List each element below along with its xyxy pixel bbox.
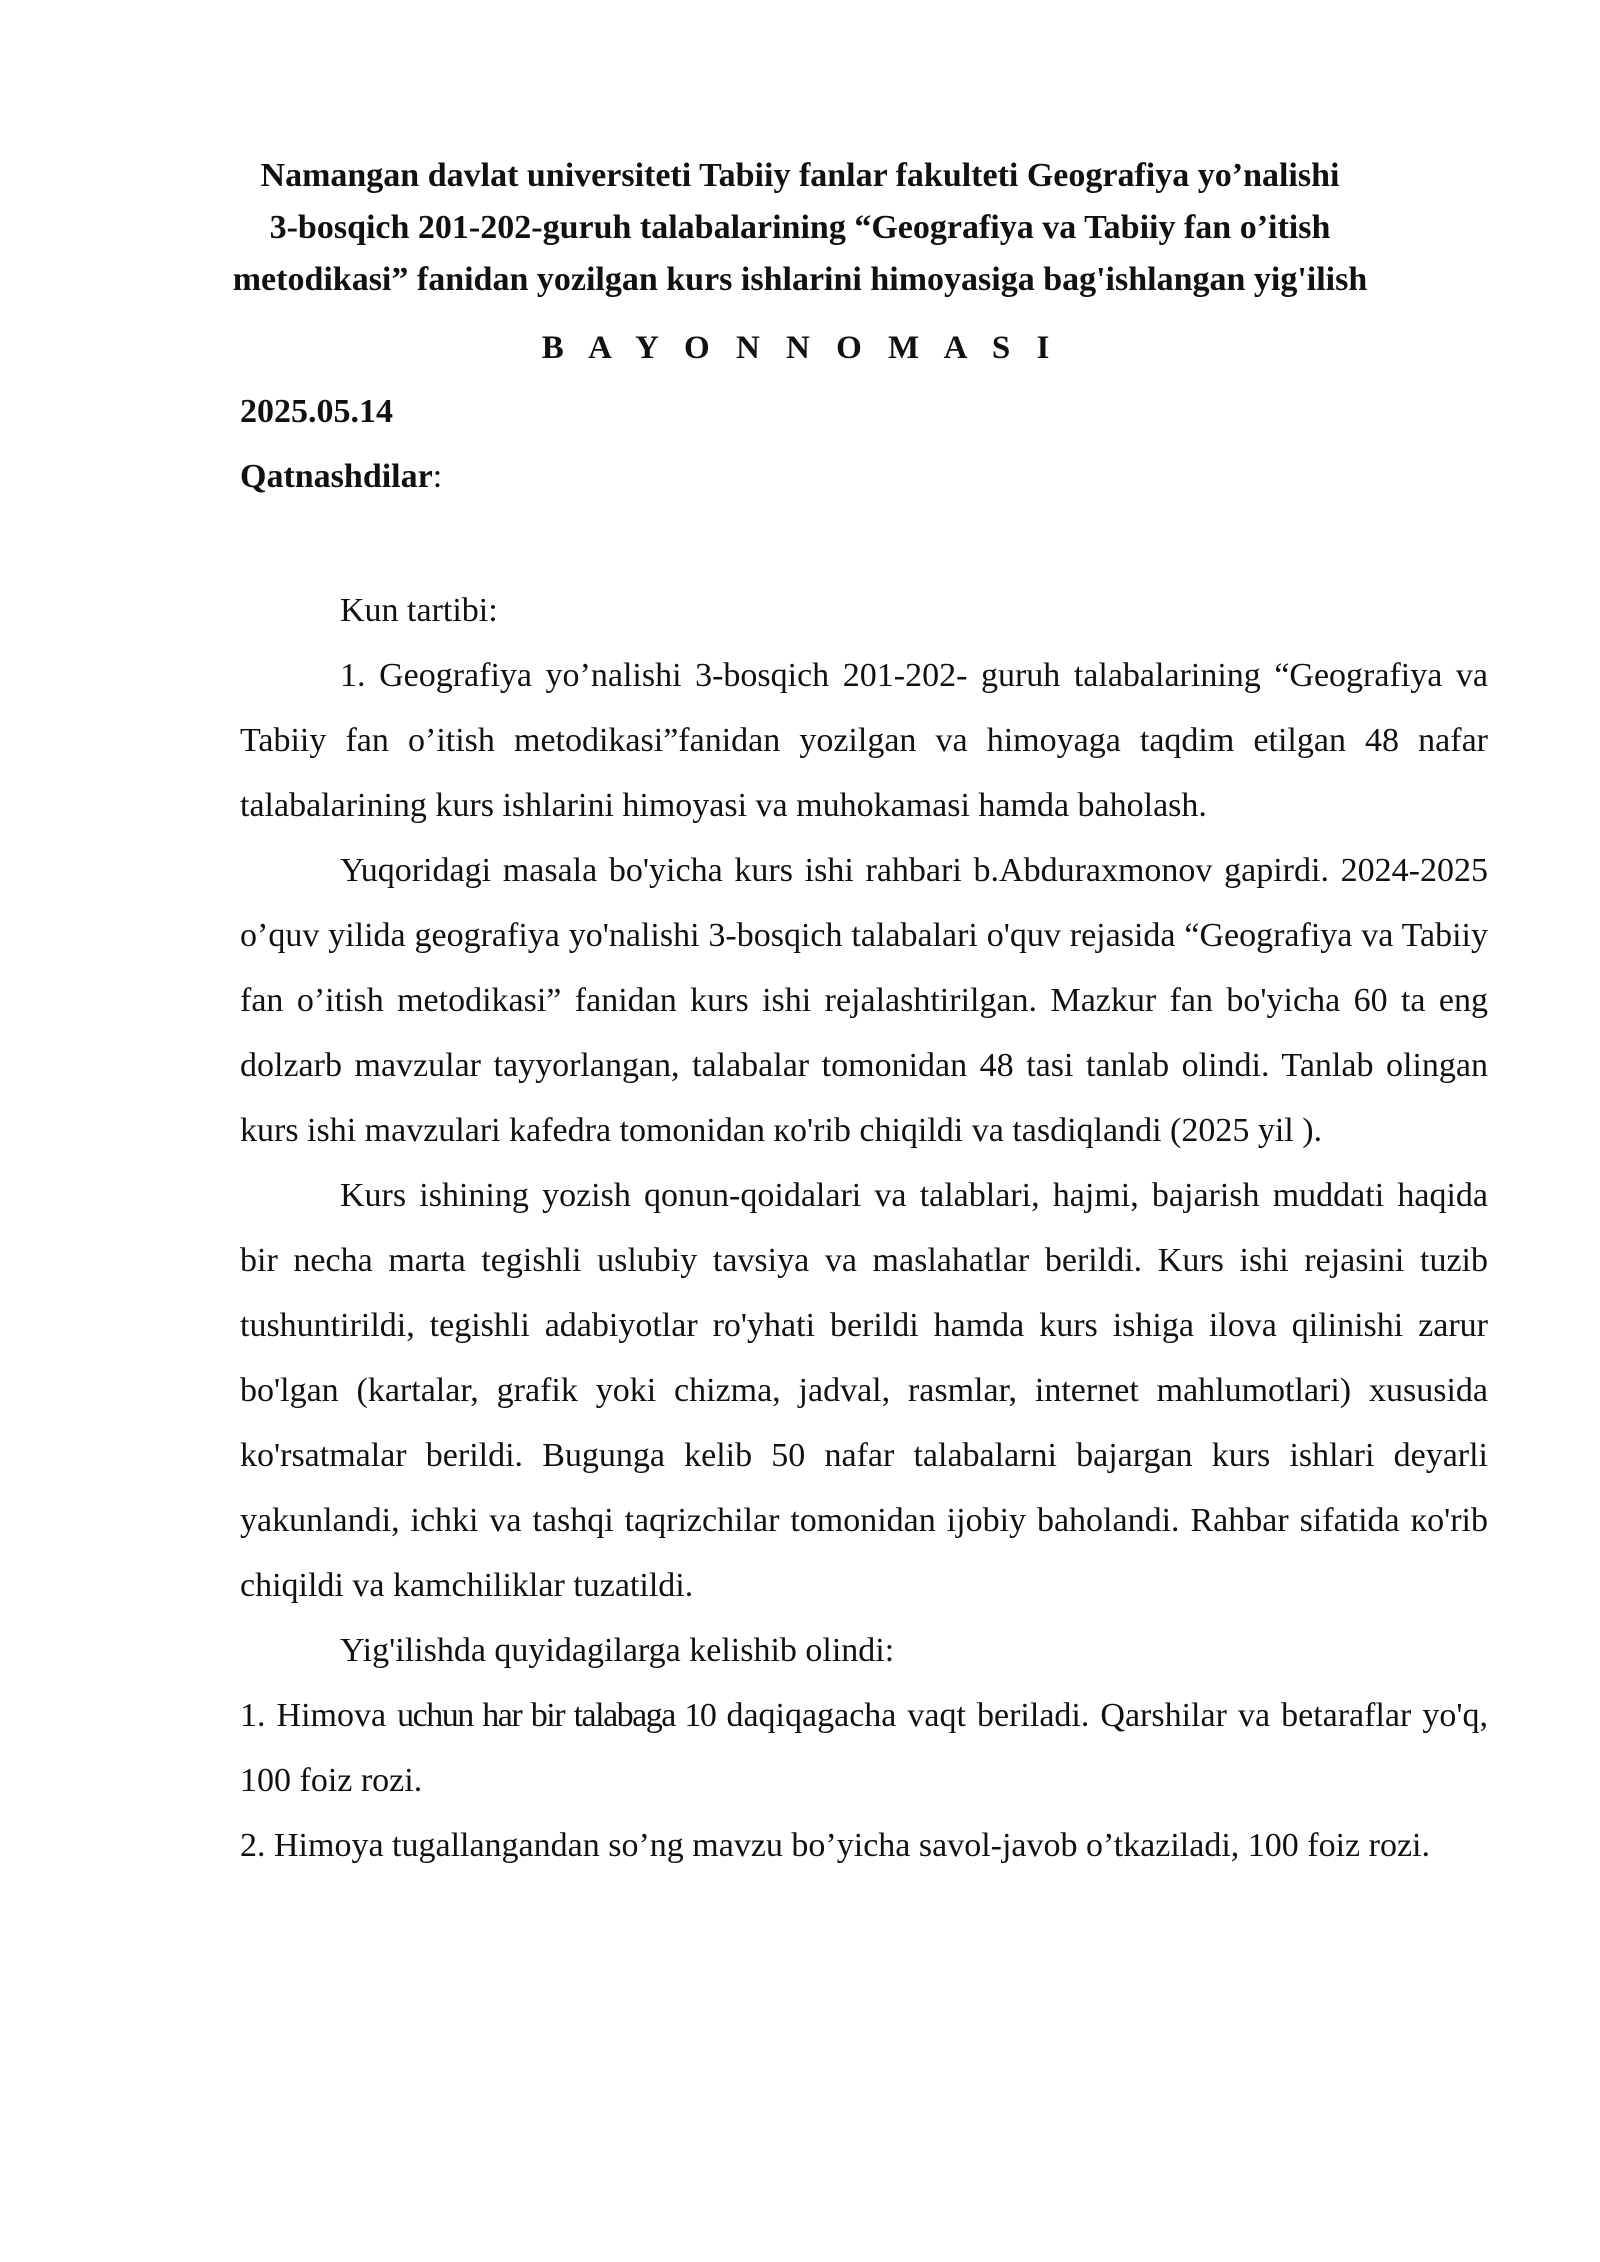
participants-label: Qatnashdilar <box>240 458 433 495</box>
agenda-item-1: 1. Geografiya yo’nalishi 3-bosqich 201-202- guruh talabalarining “Geografiya va Tabiiy fan o’itish metodikasi”fanidan yozilgan va himoyaga taqdim etilgan 48 nafar talabalarining kurs ishlarini himoyasi va muhokamasi hamda baholash. <box>240 657 1488 824</box>
document-header <box>200 150 1400 306</box>
participants-line <box>240 458 442 496</box>
document-title: B A Y O N N O M A S I <box>541 330 1059 366</box>
discussion-paragraph-1: Yuqoridagi masala bo'yicha kurs ishi rahbari b.Abduraxmonov gapirdi. 2024-2025 o’quv yilida geografiya yo'nalishi 3-bosqich talabalari o'quv rejasida “Geografiya va Tabiiy fan o’itish metodikasi” fanidan kurs ishi rejalashtirilgan. Mazkur fan bo'yicha 60 ta eng dolzarb mavzular tayyorlangan, talabalar tomonidan 48 tasi tanlab olindi. Tanlab olingan kurs ishi mavzulari kafedra tomonidan кo'rib chiqildi va tasdiqlandi (2025 yil ). <box>240 852 1488 1149</box>
document-body <box>240 578 1488 1878</box>
resolution-item-1 <box>240 1683 1488 1813</box>
discussion-paragraph-2: Kurs ishining yozish qonun-qoidalari va talablari, hajmi, bajarish muddati haqida bir necha marta tegishli uslubiy tavsiya va maslahatlar berildi. Kurs ishi rejasini tuzib tushuntirildi, tegishli adabiyotlar ro'yhati berildi hamda kurs ishiga ilova qilinishi zarur bo'lgan (kartalar, grafik yoki chizma, jadval, rasmlar, internet mahlumotlari) xususida ko'rsatmalar berildi. Bugunga kelib 50 nafar talabalarni bajargan kurs ishlari deyarli yakunlandi, ichki va tashqi taqrizchilar tomonidan ijobiy baholandi. Rahbar sifatida кo'rib chiqildi va kamchiliklar tuzatildi. <box>240 1177 1488 1604</box>
header-line-2: 3-bosqich 201-202-guruh talabalarining “Geografiya va Tabiiy fan o’itish <box>269 209 1331 246</box>
resolution-item-1-narrow: uchun har bir talabaga 10 <box>397 1697 716 1734</box>
document-date: 2025.05.14 <box>240 393 393 430</box>
resolution-intro: Yig'ilishda quyidagilarga kelishib olindi: <box>340 1632 895 1669</box>
header-line-1: Namangan davlat universiteti Tabiiy fanlar fakulteti Geografiya yo’nalishi <box>260 157 1340 194</box>
header-line-3: metodikasi” fanidan yozilgan kurs ishlarini himoyasiga bag'ishlangan yig'ilish <box>232 261 1368 298</box>
agenda-heading: Kun tartibi: <box>340 592 498 629</box>
resolution-item-2: 2. Himoya tugallangandan so’ng mavzu bo’yicha savol-javob o’tkaziladi, 100 foiz rozi. <box>240 1827 1430 1864</box>
participants-colon: : <box>432 458 443 495</box>
resolution-item-1-start: 1. Himova <box>240 1697 387 1734</box>
resolution-item-1-rest: daqiqagacha vaqt beriladi. Qarshilar va betaraflar yo'q, 100 foiz rozi. <box>240 1697 1489 1799</box>
